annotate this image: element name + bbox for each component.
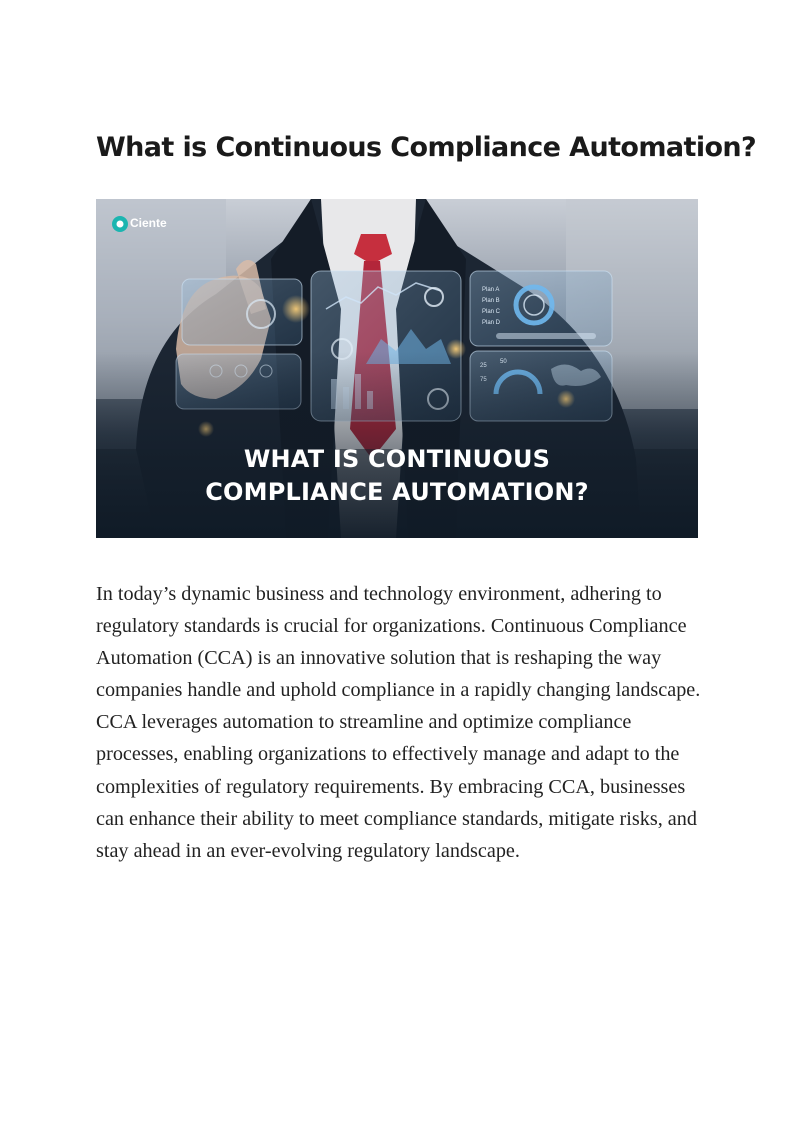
ciente-logo-icon	[112, 216, 128, 232]
hero-caption-line2: COMPLIANCE AUTOMATION?	[205, 478, 589, 506]
hero-logo-text: Ciente	[130, 216, 167, 230]
hero-caption-line1: WHAT IS CONTINUOUS	[243, 445, 551, 473]
page-title: What is Continuous Compliance Automation?	[96, 132, 757, 163]
hero-logo	[130, 216, 167, 230]
hero-image	[96, 199, 698, 538]
intro-paragraph: In today’s dynamic business and technology environment, adhering to regulatory standards is crucial for organizations. Continuous Compliance Automation (CCA) is an innovative solution that is reshaping the way companies handle and uphold compliance in a rapidly changing landscape. CCA leverages automation to streamline and optimize compliance processes, enabling organizations to effectively manage and adapt to the complexities of regulatory requirements. By embracing CCA, businesses can enhance their ability to meet compliance standards, mitigate risks, and stay ahead in an ever-evolving regulatory landscape.	[96, 583, 701, 862]
